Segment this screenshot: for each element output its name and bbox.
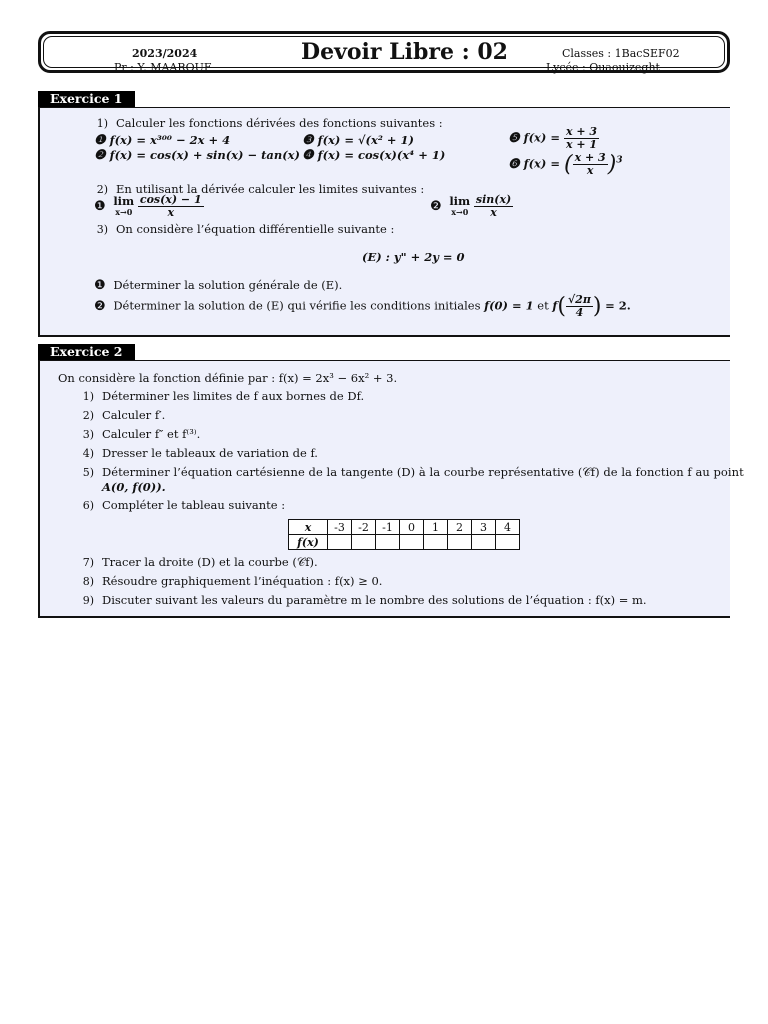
table-cell-x: -2 (352, 520, 376, 535)
table-cell-empty[interactable] (400, 535, 424, 550)
ex1-limit-2 (430, 194, 513, 219)
ex2-item-3 (68, 427, 200, 441)
ex2-item-4-number: 4) (82, 447, 94, 460)
table-cell-x: 4 (496, 520, 520, 535)
ex1-f4-expr: f(x) = cos(x)(x⁴ + 1) (317, 148, 446, 162)
table-cell-empty[interactable] (376, 535, 400, 550)
ex1-q3-b-and: et (537, 298, 549, 313)
exercise-1-label: Exercice 1 (38, 91, 135, 107)
ex2-item-7-number: 7) (82, 556, 94, 569)
table-cell-x: 2 (448, 520, 472, 535)
ex2-item-1 (68, 389, 364, 403)
limit-operator (449, 193, 471, 218)
ex2-item-8-number: 8) (82, 575, 94, 588)
ex1-f1-expr: f(x) = x³⁰⁰ − 2x + 4 (109, 133, 231, 147)
ex1-f1 (94, 133, 230, 148)
ex1-q3-b-fraction (566, 294, 593, 319)
table-cell-empty[interactable] (472, 535, 496, 550)
ex1-q2-number: 2) (96, 183, 108, 196)
ex1-q3-b-numerator: √2π (567, 293, 591, 306)
bullet-6: ❻ (508, 156, 520, 172)
ex1-limit-1 (94, 194, 204, 219)
ex2-item-5-continuation: A(0, f(0)). (102, 480, 166, 494)
limit-2-numerator: sin(x) (475, 193, 512, 206)
ex2-item-9-text: Discuter suivant les valeurs du paramètre m le nombre des solutions de l’équation : f(x) = m. (102, 593, 647, 607)
table-cell-empty[interactable] (448, 535, 472, 550)
ex1-f6-exponent: 3 (616, 155, 623, 166)
ex1-f3-expr: f(x) = √(x² + 1) (317, 133, 414, 147)
ex1-q1 (82, 116, 443, 130)
ex2-item-3-number: 3) (82, 428, 94, 441)
ex1-f5-numerator: x + 3 (566, 125, 598, 138)
ex1-f6: ❻ f(x) = ( $\frac{x + 3}{x}$ )$^3$ (508, 151, 623, 177)
bullet-1: ❶ (94, 278, 106, 293)
limit-2-fraction (474, 194, 513, 219)
professor-name: Pr : Y. MAAROUF (114, 61, 212, 74)
ex2-item-4-text: Dresser le tableaux de variation de f. (102, 446, 318, 460)
ex1-q3-b-denominator: 4 (575, 306, 584, 319)
bullet-1: ❶ (94, 199, 106, 214)
ex1-f6-lhs: f(x) = (523, 156, 560, 171)
ex2-item-4 (68, 446, 318, 460)
table-cell-empty[interactable] (496, 535, 520, 550)
table-cell-empty[interactable] (328, 535, 352, 550)
ex1-q3-b: ❷ Déterminer la solution de (E) qui vérifie les conditions initiales f(0) = 1 et f( $\frac{√2\pi}{4}$ ) = 2. (94, 293, 631, 319)
table-cell-x: -3 (328, 520, 352, 535)
lim-word: lim (449, 193, 471, 208)
ex1-f5-denominator: x + 1 (566, 138, 598, 151)
ex1-f5-lhs: f(x) = (523, 130, 560, 145)
table-cell-empty[interactable] (352, 535, 376, 550)
bullet-2: ❷ (94, 148, 106, 163)
ex1-f6-denominator: x (586, 164, 594, 177)
ex2-item-1-number: 1) (82, 390, 94, 403)
ex1-q1-number: 1) (96, 117, 108, 130)
table-header-x: x (289, 520, 328, 535)
bullet-4: ❹ (302, 148, 314, 163)
table-header-fx: f(x) (289, 535, 328, 550)
ex1-q3-b-text: Déterminer la solution de (E) qui vérifie les conditions initiales (113, 298, 481, 313)
ex2-item-1-text: Déterminer les limites de f aux bornes de Df. (102, 389, 365, 403)
table-row (289, 535, 520, 550)
ex2-item-2-text: Calculer f′. (102, 408, 166, 422)
limit-1-fraction (138, 194, 204, 219)
ex1-q3 (82, 222, 394, 236)
school-year: 2023/2024 (132, 47, 198, 60)
values-table (288, 519, 520, 550)
page-title: Devoir Libre : 02 (301, 39, 508, 65)
ex1-f2 (94, 148, 300, 163)
ex2-item-9 (68, 593, 647, 607)
limit-operator (113, 193, 135, 218)
exercise-1-box (38, 107, 730, 337)
ex1-q3-b-cond1: f(0) = 1 (484, 298, 534, 313)
ex2-item-5-text: Déterminer l’équation cartésienne de la tangente (D) à la courbe représentative (𝒞f) de la fonction f au point (102, 465, 744, 479)
exercise-2-box (38, 360, 744, 618)
lim-sub: x→0 (451, 206, 469, 217)
ex2-item-2 (68, 408, 165, 422)
table-cell-x: -1 (376, 520, 400, 535)
class-name: Classes : 1BacSEF02 (562, 47, 680, 60)
bullet-5: ❺ (508, 130, 520, 146)
differential-equation: (E) : y" + 2y = 0 (362, 250, 465, 264)
ex1-q3-b-f: f (552, 298, 558, 313)
bullet-1: ❶ (94, 133, 106, 148)
ex2-item-6-text: Compléter le tableau suivante : (102, 498, 286, 512)
ex1-q3-a (94, 278, 342, 293)
table-row (289, 520, 520, 535)
lycee-name: Lycée : Ouaouizeght (546, 61, 660, 74)
ex2-item-7 (68, 555, 318, 570)
table-cell-x: 0 (400, 520, 424, 535)
ex1-f6-numerator: x + 3 (574, 151, 606, 164)
bullet-3: ❸ (302, 133, 314, 148)
ex1-f5 (508, 126, 599, 151)
ex2-item-5 (68, 465, 744, 480)
limit-2-denominator: x (490, 206, 497, 219)
bullet-2: ❷ (430, 199, 442, 214)
exercise-2-label: Exercice 2 (38, 344, 135, 360)
limit-1-numerator: cos(x) − 1 (139, 193, 202, 206)
ex1-f5-fraction (564, 126, 599, 151)
ex1-f4 (302, 148, 445, 163)
ex2-item-3-text: Calculer f″ et f⁽³⁾. (102, 427, 201, 441)
ex1-q3-number: 3) (96, 223, 108, 236)
ex2-item-2-number: 2) (82, 409, 94, 422)
header-box (38, 31, 730, 73)
ex1-q3-b-rhs: = 2. (605, 298, 631, 313)
ex2-item-9-number: 9) (82, 594, 94, 607)
ex1-q3-a-text: Déterminer la solution générale de (E). (113, 278, 343, 292)
table-cell-x: 3 (472, 520, 496, 535)
ex1-f6-fraction (573, 152, 608, 177)
ex2-item-8 (68, 574, 382, 588)
ex2-item-8-text: Résoudre graphiquement l’inéquation : f(x) ≥ 0. (102, 574, 383, 588)
ex2-item-7-text: Tracer la droite (D) et la courbe (𝒞f). (102, 555, 318, 569)
ex2-item-6-number: 6) (82, 499, 94, 512)
ex2-intro: On considère la fonction définie par : f(x) = 2x³ − 6x² + 3. (58, 371, 398, 385)
ex1-f3 (302, 133, 414, 148)
ex1-q2-text: En utilisant la dérivée calculer les limites suivantes : (116, 182, 425, 196)
table-cell-empty[interactable] (424, 535, 448, 550)
lim-sub: x→0 (115, 206, 133, 217)
ex1-f2-expr: f(x) = cos(x) + sin(x) − tan(x) (109, 148, 300, 162)
lim-word: lim (113, 193, 135, 208)
bullet-2: ❷ (94, 298, 106, 314)
ex1-q1-text: Calculer les fonctions dérivées des fonctions suivantes : (116, 116, 443, 130)
limit-1-denominator: x (167, 206, 175, 219)
ex1-q3-text: On considère l’équation différentielle suivante : (116, 222, 395, 236)
ex2-item-6 (68, 498, 285, 512)
ex2-item-5-number: 5) (82, 466, 94, 479)
header-inner-border (43, 36, 725, 74)
table-cell-x: 1 (424, 520, 448, 535)
